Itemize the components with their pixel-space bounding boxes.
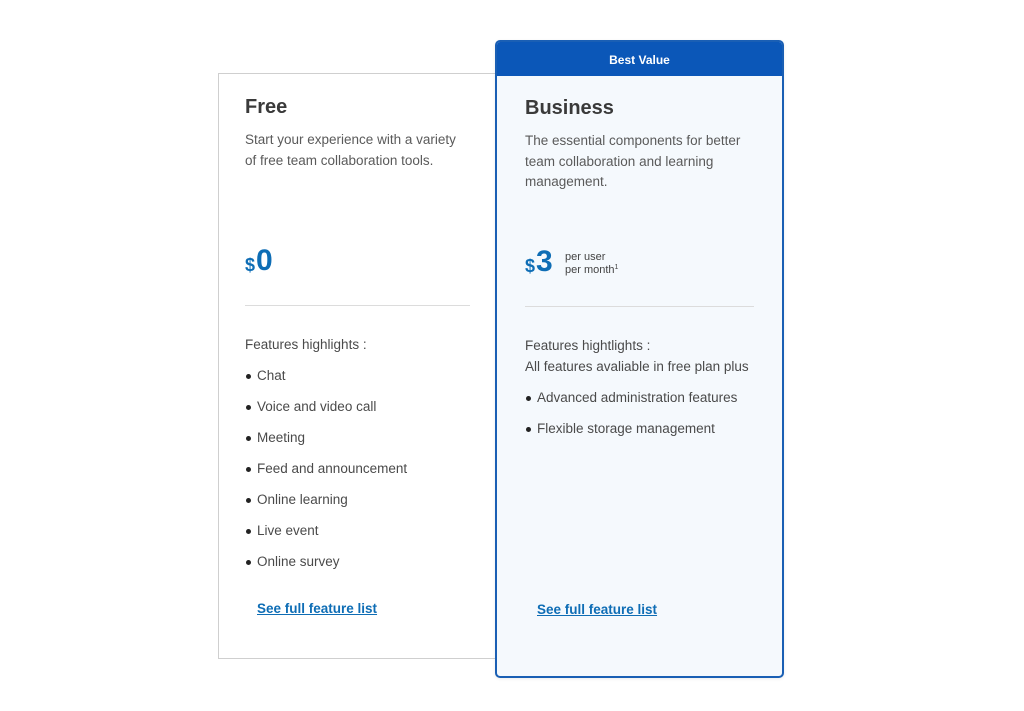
list-item: Voice and video call <box>245 397 407 428</box>
business-see-full-feature-list-link[interactable]: See full feature list <box>537 602 658 617</box>
price-amount: 3 <box>536 245 553 278</box>
list-item: Meeting <box>245 428 407 459</box>
bullet-icon <box>246 405 251 410</box>
list-item: Online survey <box>245 552 407 583</box>
business-plan-description: The essential components for better team collaboration and learning management. <box>525 133 741 189</box>
free-plan-price <box>245 246 273 276</box>
business-features-list <box>525 388 737 450</box>
price-divider <box>525 306 754 307</box>
free-features-heading: Features highlights : <box>245 337 367 352</box>
business-plan-price <box>525 247 553 277</box>
business-plan-card <box>495 40 784 678</box>
currency-symbol: $ <box>525 256 536 276</box>
list-item: Feed and announcement <box>245 459 407 490</box>
bullet-icon <box>526 427 531 432</box>
bullet-icon <box>526 396 531 401</box>
business-plan-title: Business <box>525 97 614 119</box>
price-divider <box>245 305 470 306</box>
free-plan-description: Start your experience with a variety of free team collaboration tools. <box>245 132 456 168</box>
list-item: Live event <box>245 521 407 552</box>
business-features-subheading: All features avaliable in free plan plus <box>525 358 749 374</box>
free-plan-title: Free <box>245 96 288 118</box>
bullet-icon <box>246 467 251 472</box>
list-item: Online learning <box>245 490 407 521</box>
bullet-icon <box>246 560 251 565</box>
bullet-icon <box>246 374 251 379</box>
best-value-badge: Best Value <box>497 42 782 76</box>
free-features-list <box>245 366 407 583</box>
list-item: Chat <box>245 366 407 397</box>
bullet-icon <box>246 529 251 534</box>
price-amount: 0 <box>256 244 273 277</box>
free-see-full-feature-list-link[interactable]: See full feature list <box>257 601 378 616</box>
footnote-marker: 1 <box>614 263 619 271</box>
currency-symbol: $ <box>245 255 256 275</box>
free-plan-card <box>218 73 495 659</box>
price-period-note: per user per month$^1$ <box>565 251 619 276</box>
bullet-icon <box>246 436 251 441</box>
bullet-icon <box>246 498 251 503</box>
list-item: Flexible storage management <box>525 419 737 450</box>
list-item: Advanced administration features <box>525 388 737 419</box>
business-features-heading: Features hightlights : All features avaliable in free plan plus <box>525 336 749 377</box>
